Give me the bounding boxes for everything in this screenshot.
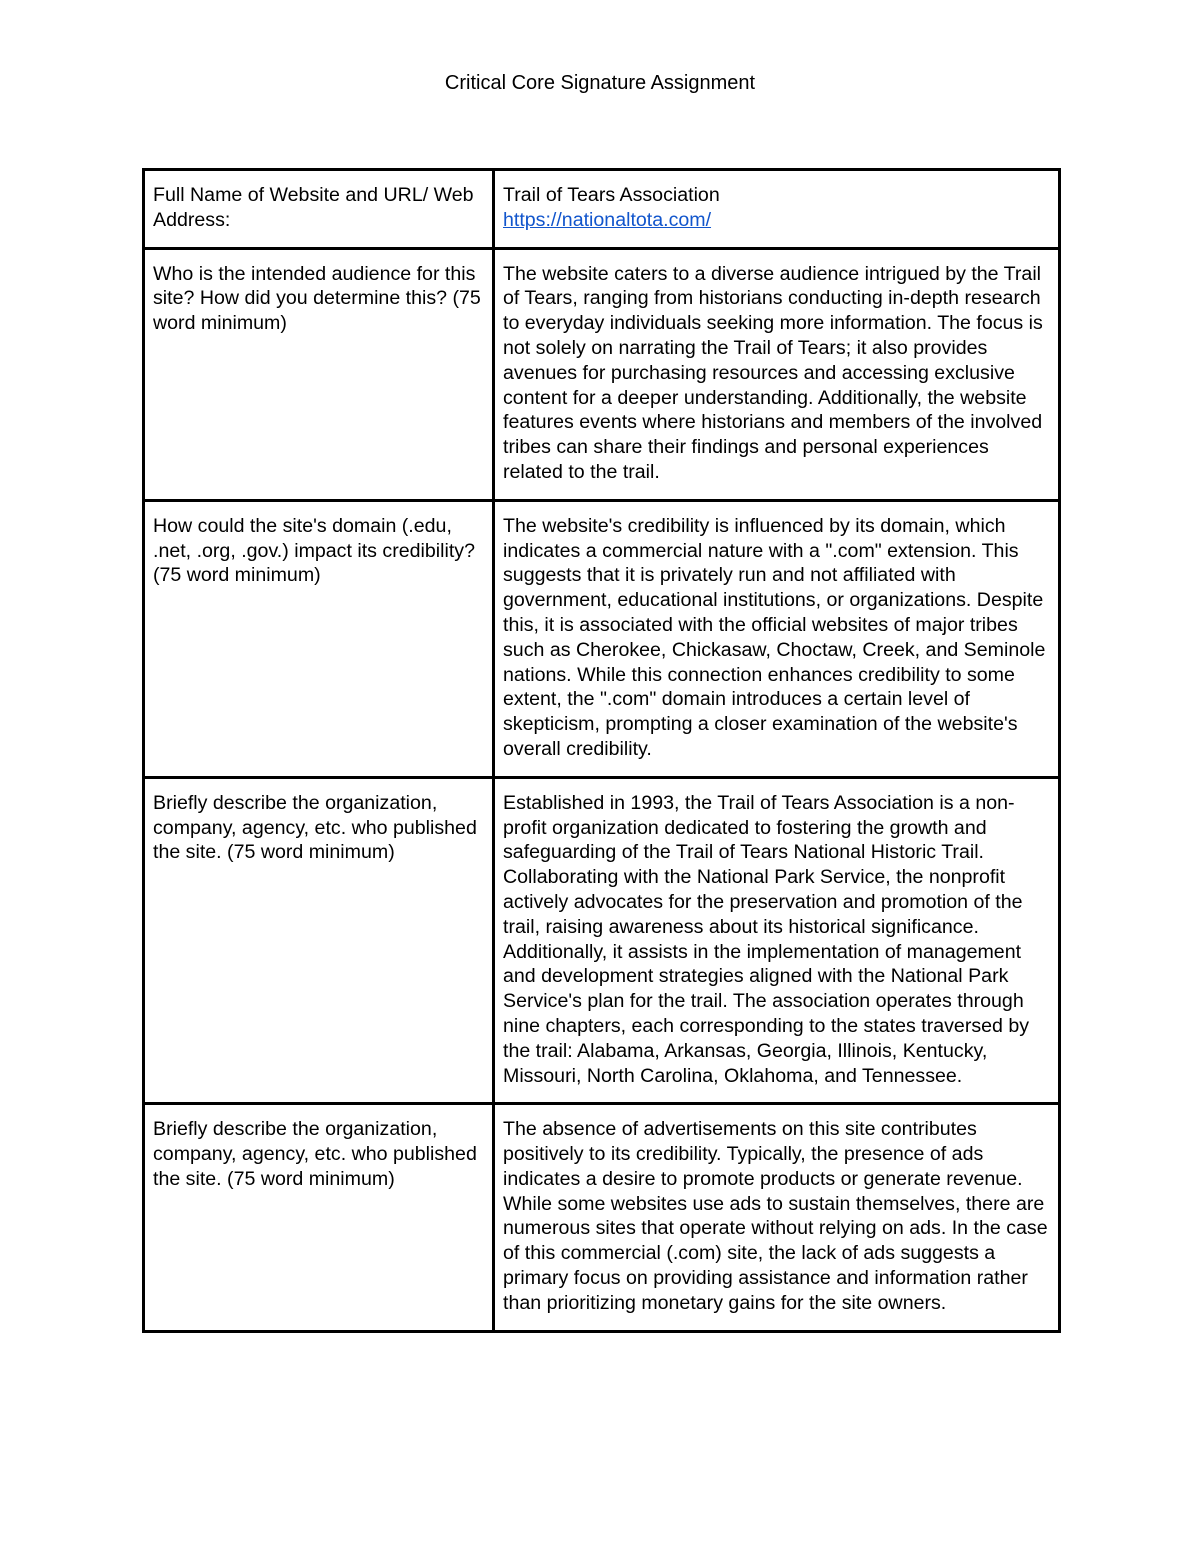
question-cell: Full Name of Website and URL/ Web Address:	[144, 170, 494, 249]
answer-cell: The website's credibility is influenced by its domain, which indicates a commercial nature with a ".com" extension. This suggests that it is privately run and not affiliated with government, educational institutions, or organizations. Despite this, it is associated with the official websites of major tribes such as Cherokee, Chickasaw, Choctaw, Creek, and Seminole nations. While this connection enhances credibility to some extent, the ".com" domain introduces a certain level of skepticism, prompting a closer examination of the website's overall credibility.	[494, 500, 1060, 777]
table-row	[144, 248, 1060, 500]
table-row	[144, 777, 1060, 1104]
answer-cell: Established in 1993, the Trail of Tears Association is a non-profit organization dedicated to fostering the growth and safeguarding of the Trail of Tears National Historic Trail. Collaborating with the National Park Service, the nonprofit actively advocates for the preservation and promotion of the trail, raising awareness about its historical significance. Additionally, it assists in the implementation of management and development strategies aligned with the National Park Service's plan for the trail. The association operates through nine chapters, each corresponding to the states traversed by the trail: Alabama, Arkansas, Georgia, Illinois, Kentucky, Missouri, North Carolina, Oklahoma, and Tennessee.	[494, 777, 1060, 1104]
answer-cell	[494, 170, 1060, 249]
evaluation-table	[142, 168, 1061, 1333]
website-name: Trail of Tears Association	[503, 184, 720, 206]
answer-cell: The website caters to a diverse audience intrigued by the Trail of Tears, ranging from historians conducting in-depth research to everyday individuals seeking more information. The focus is not solely on narrating the Trail of Tears; it also provides avenues for purchasing resources and accessing exclusive content for a deeper understanding. Additionally, the website features events where historians and members of the involved tribes can share their findings and personal experiences related to the trail.	[494, 248, 1060, 500]
answer-cell: The absence of advertisements on this site contributes positively to its credibility. Typically, the presence of ads indicates a desire to promote products or generate revenue. While some websites use ads to sustain themselves, there are numerous sites that operate without relying on ads. In the case of this commercial (.com) site, the lack of ads suggests a primary focus on providing assistance and information rather than prioritizing monetary gains for the site owners.	[494, 1104, 1060, 1331]
table-row	[144, 500, 1060, 777]
table-row	[144, 1104, 1060, 1331]
question-cell: Who is the intended audience for this site? How did you determine this? (75 word minimum)	[144, 248, 494, 500]
website-url-link[interactable]: https://nationaltota.com/	[503, 208, 712, 231]
page-title: Critical Core Signature Assignment	[444, 72, 756, 94]
question-cell: Briefly describe the organization, company, agency, etc. who published the site. (75 word minimum)	[144, 777, 494, 1104]
table-row	[144, 170, 1060, 249]
question-cell: Briefly describe the organization, company, agency, etc. who published the site. (75 word minimum)	[144, 1104, 494, 1331]
question-cell: How could the site's domain (.edu, .net, .org, .gov.) impact its credibility? (75 word minimum)	[144, 500, 494, 777]
